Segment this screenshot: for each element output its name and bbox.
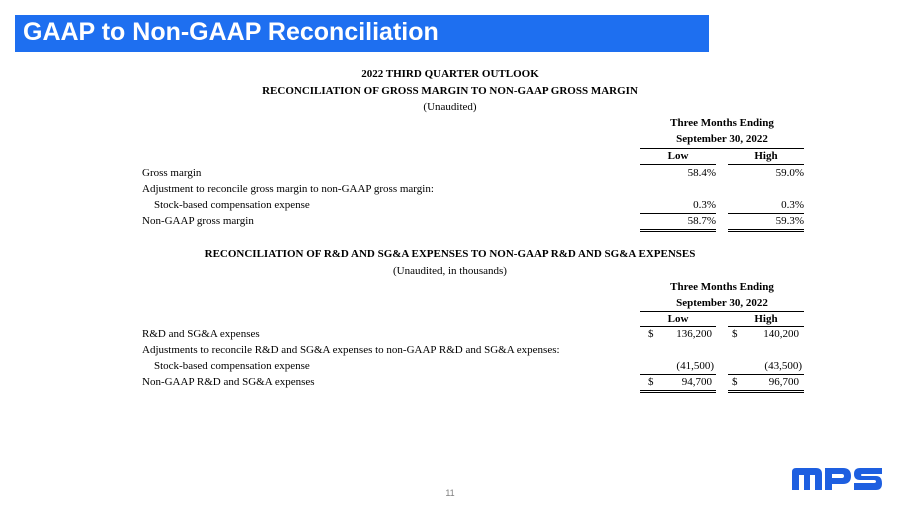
table1-sbc-high-rule xyxy=(728,213,804,214)
table2-total-low-rule-1 xyxy=(640,390,716,391)
table2-row-expenses-label: R&D and SG&A expenses xyxy=(142,328,260,340)
table1-total-low-rule-2 xyxy=(640,231,716,232)
table1-row-gross-margin-label: Gross margin xyxy=(142,167,202,179)
page-number: 11 xyxy=(445,488,455,498)
table2-col-low: Low xyxy=(667,313,689,325)
table2-col-high: High xyxy=(754,313,778,325)
table1-row-nongaap-label: Non-GAAP gross margin xyxy=(142,215,254,227)
table1-row-adjustment-label: Adjustment to reconcile gross margin to non-GAAP gross margin: xyxy=(142,183,434,195)
table1-subheading: RECONCILIATION OF GROSS MARGIN TO NON-GAAP GROSS MARGIN xyxy=(262,85,638,97)
slide-title: GAAP to Non-GAAP Reconciliation xyxy=(23,18,439,46)
table2-row-nongaap-high: 96,700 xyxy=(768,376,799,388)
table1-col-low: Low xyxy=(667,150,689,162)
table1-period-line2: September 30, 2022 xyxy=(676,133,768,145)
table2-heading: RECONCILIATION OF R&D AND SG&A EXPENSES TO NON-GAAP R&D AND SG&A EXPENSES xyxy=(204,248,696,260)
table2-sbc-low-rule xyxy=(640,374,716,375)
table2-row-nongaap-low-currency: $ xyxy=(648,376,654,388)
table1-row-sbc-low: 0.3% xyxy=(693,199,716,211)
table2-row-expenses-low: 136,200 xyxy=(676,328,712,340)
table2-row-sbc-label: Stock-based compensation expense xyxy=(154,360,310,372)
table2-row-expenses-low-currency: $ xyxy=(648,328,654,340)
table1-row-nongaap-high: 59.3% xyxy=(775,215,804,227)
table1-row-sbc-label: Stock-based compensation expense xyxy=(154,199,310,211)
table1-period-rule xyxy=(640,148,804,149)
table2-period-line1: Three Months Ending xyxy=(670,281,774,293)
table1-note: (Unaudited) xyxy=(423,101,477,113)
table2-row-nongaap-low: 94,700 xyxy=(681,376,712,388)
table2-period-line2: September 30, 2022 xyxy=(676,297,768,309)
table2-note: (Unaudited, in thousands) xyxy=(393,265,507,277)
table2-row-nongaap-high-currency: $ xyxy=(732,376,738,388)
table1-row-gross-margin-high: 59.0% xyxy=(775,167,804,179)
table1-row-sbc-high: 0.3% xyxy=(781,199,804,211)
table2-low-header-rule xyxy=(640,326,716,327)
table1-total-low-rule-1 xyxy=(640,229,716,230)
table2-row-adjustments-label: Adjustments to reconcile R&D and SG&A expenses to non-GAAP R&D and SG&A expenses: xyxy=(142,344,560,356)
table1-row-gross-margin-low: 58.4% xyxy=(687,167,716,179)
table1-total-high-rule-2 xyxy=(728,231,804,232)
table2-row-sbc-high: (43,500) xyxy=(764,360,802,372)
mps-logo xyxy=(790,466,884,492)
table1-heading: 2022 THIRD QUARTER OUTLOOK xyxy=(361,68,539,80)
table2-row-nongaap-label: Non-GAAP R&D and SG&A expenses xyxy=(142,376,315,388)
table2-total-high-rule-2 xyxy=(728,392,804,393)
table2-sbc-high-rule xyxy=(728,374,804,375)
title-bar xyxy=(15,15,709,52)
table1-total-high-rule-1 xyxy=(728,229,804,230)
table2-total-low-rule-2 xyxy=(640,392,716,393)
table2-row-expenses-high: 140,200 xyxy=(763,328,799,340)
table1-col-high: High xyxy=(754,150,778,162)
table1-sbc-low-rule xyxy=(640,213,716,214)
table1-period-line1: Three Months Ending xyxy=(670,117,774,129)
table2-total-high-rule-1 xyxy=(728,390,804,391)
table2-high-header-rule xyxy=(728,326,804,327)
table1-high-header-rule xyxy=(728,164,804,165)
table2-row-sbc-low: (41,500) xyxy=(676,360,714,372)
table1-row-nongaap-low: 58.7% xyxy=(687,215,716,227)
table2-period-rule xyxy=(640,311,804,312)
table1-low-header-rule xyxy=(640,164,716,165)
table2-row-expenses-high-currency: $ xyxy=(732,328,738,340)
